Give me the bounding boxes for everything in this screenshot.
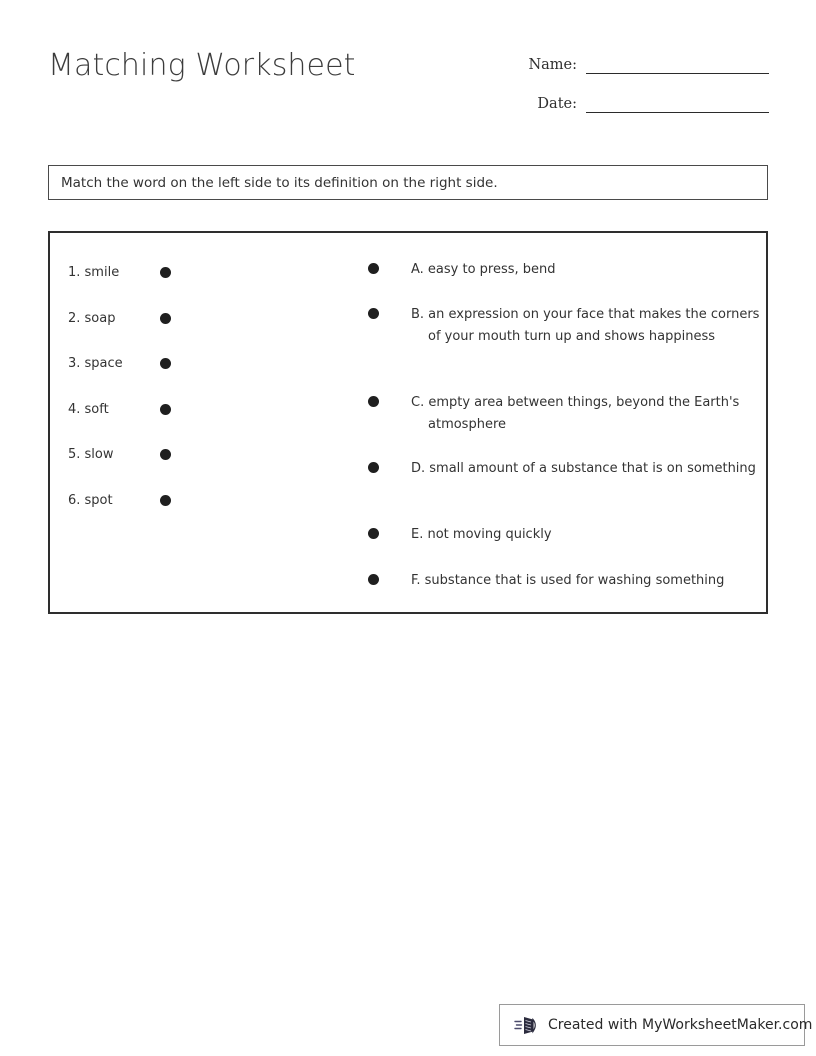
- instruction-box: [48, 165, 768, 200]
- footer-attribution-text: Created with MyWorksheetMaker.com: [548, 1017, 813, 1033]
- definition-bullet-icon[interactable]: [368, 462, 379, 473]
- word-label: 6. spot: [68, 492, 113, 508]
- worksheet-header: [0, 0, 816, 140]
- worksheet-maker-logo-icon: [514, 1013, 540, 1037]
- word-bullet-icon[interactable]: [160, 495, 171, 506]
- definition-item[interactable]: [368, 392, 773, 436]
- word-bullet-icon[interactable]: [160, 313, 171, 324]
- name-field-row: [505, 52, 769, 74]
- page-title: Matching Worksheet: [48, 48, 356, 83]
- definition-text: D. small amount of a substance that is on something: [411, 461, 756, 476]
- definition-text: A. easy to press, bend: [411, 262, 556, 277]
- word-label: 5. slow: [68, 446, 114, 462]
- definition-item[interactable]: [368, 259, 773, 281]
- definition-bullet-icon[interactable]: [368, 528, 379, 539]
- date-field-row: [505, 91, 769, 113]
- word-bullet-icon[interactable]: [160, 267, 171, 278]
- definition-text: E. not moving quickly: [411, 527, 552, 542]
- word-label: 2. soap: [68, 310, 116, 326]
- instruction-text: Match the word on the left side to its definition on the right side.: [61, 174, 498, 191]
- date-input-line[interactable]: [586, 91, 769, 113]
- word-label: 4. soft: [68, 401, 109, 417]
- word-bullet-icon[interactable]: [160, 358, 171, 369]
- word-item[interactable]: [68, 445, 171, 463]
- word-item[interactable]: [68, 400, 171, 418]
- definition-item[interactable]: [368, 570, 773, 592]
- definition-text: C. empty area between things, beyond the Earth's atmosphere: [411, 395, 740, 432]
- word-item[interactable]: [68, 491, 171, 509]
- matching-exercise-box: [48, 231, 768, 614]
- definition-bullet-icon[interactable]: [368, 574, 379, 585]
- definition-item[interactable]: [368, 304, 773, 348]
- name-label: Name:: [528, 57, 577, 73]
- definition-item[interactable]: [368, 458, 773, 480]
- definition-item[interactable]: [368, 524, 773, 546]
- definition-bullet-icon[interactable]: [368, 263, 379, 274]
- definition-text: B. an expression on your face that makes the corners of your mouth turn up and shows happiness: [411, 307, 760, 344]
- word-item[interactable]: [68, 263, 171, 281]
- word-bullet-icon[interactable]: [160, 404, 171, 415]
- definition-bullet-icon[interactable]: [368, 396, 379, 407]
- definition-bullet-icon[interactable]: [368, 308, 379, 319]
- word-item[interactable]: [68, 354, 171, 372]
- date-label: Date:: [537, 96, 577, 112]
- name-input-line[interactable]: [586, 52, 769, 74]
- definition-text: F. substance that is used for washing something: [411, 573, 725, 588]
- word-label: 1. smile: [68, 264, 120, 280]
- footer-attribution-badge[interactable]: [499, 1004, 813, 1046]
- word-item[interactable]: [68, 309, 171, 327]
- word-bullet-icon[interactable]: [160, 449, 171, 460]
- word-label: 3. space: [68, 355, 123, 371]
